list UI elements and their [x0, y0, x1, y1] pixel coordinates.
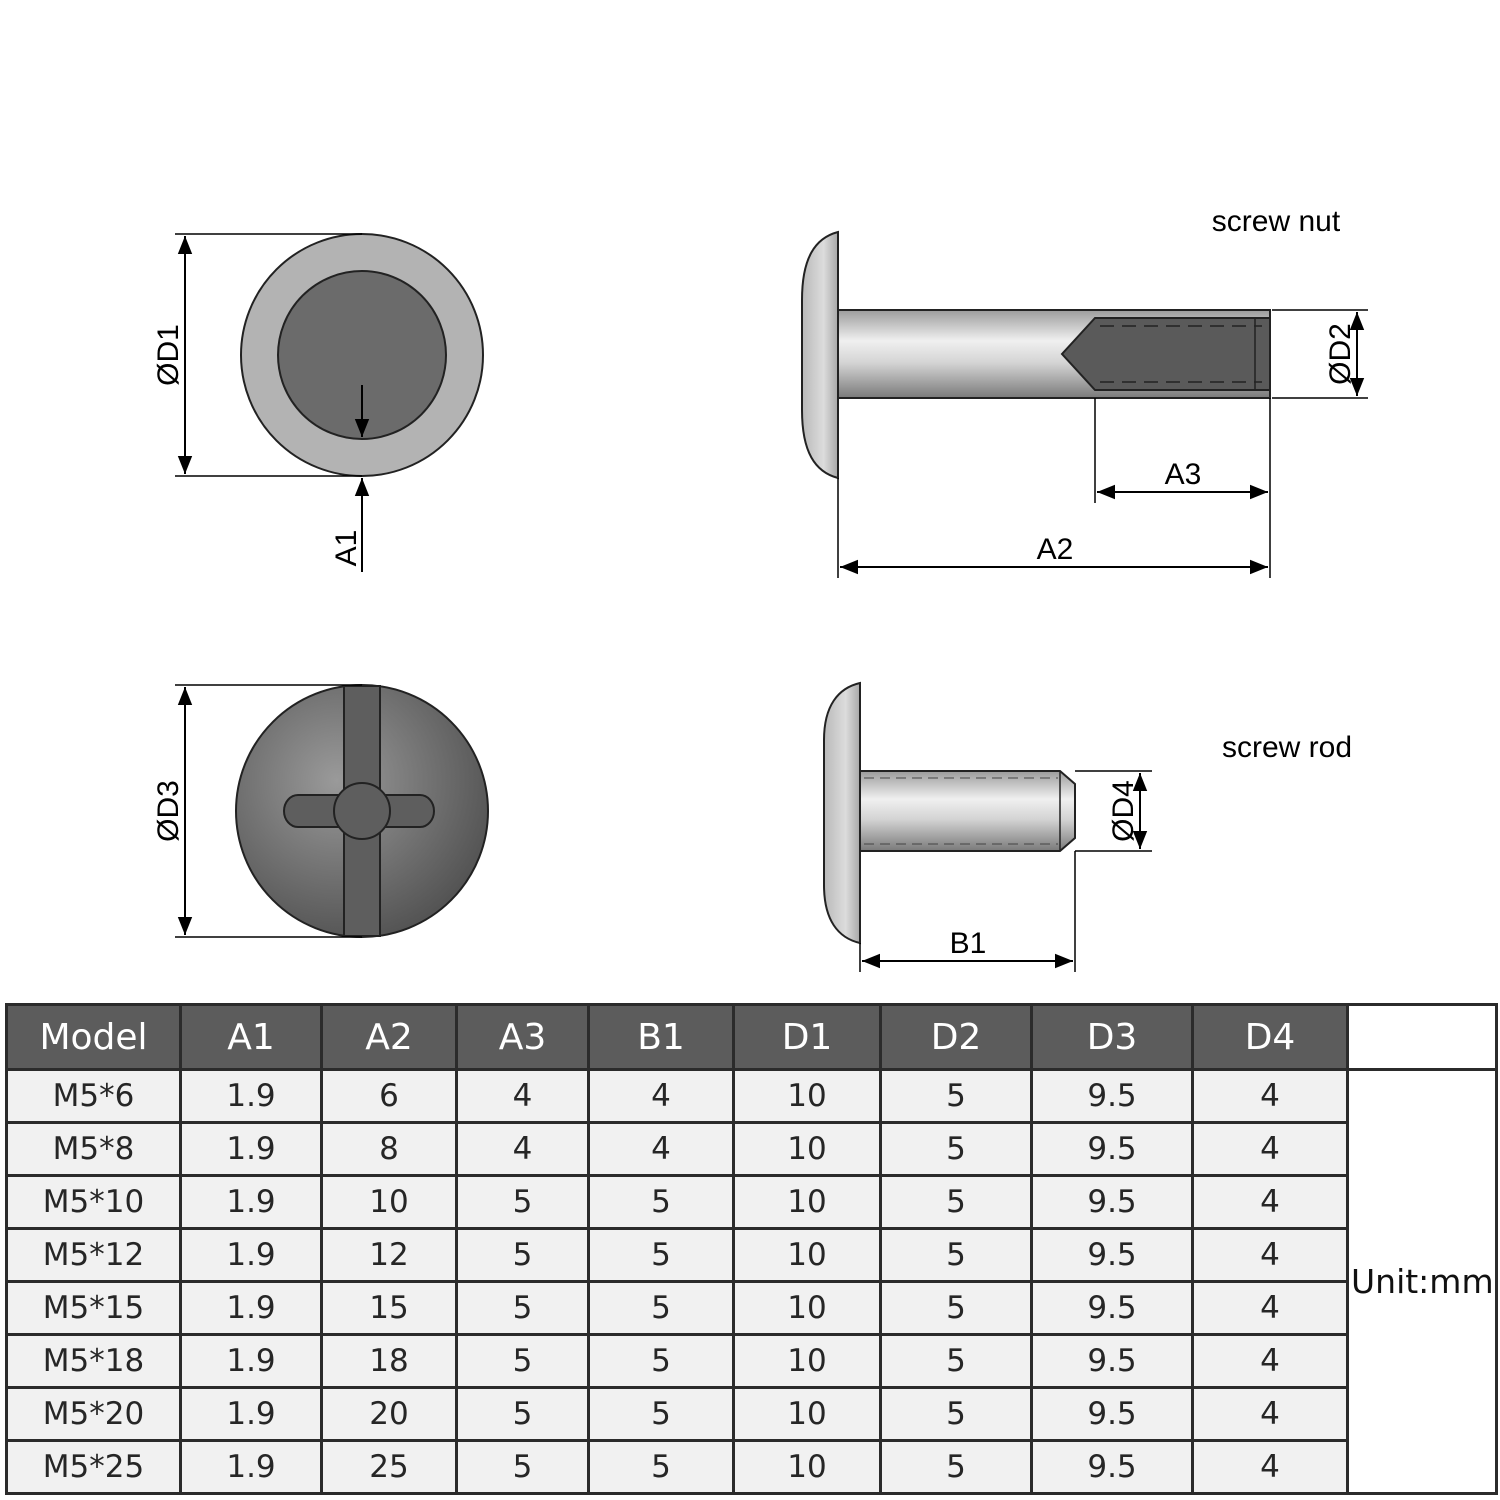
dim-d2-label: ØD2 [1324, 323, 1357, 385]
cell-a2: 25 [322, 1441, 457, 1494]
spec-table [5, 1003, 1498, 1495]
cell-d1: 10 [734, 1335, 881, 1388]
cell-model: M5*20 [7, 1388, 181, 1441]
cell-d4: 4 [1193, 1070, 1348, 1123]
dim-a1-label: A1 [330, 529, 363, 567]
cell-d3: 9.5 [1032, 1441, 1193, 1494]
cell-a1: 1.9 [181, 1388, 322, 1441]
cell-model: M5*10 [7, 1176, 181, 1229]
cell-d4: 4 [1193, 1335, 1348, 1388]
cell-a2: 18 [322, 1335, 457, 1388]
nut-side-view [802, 232, 1368, 578]
cell-a1: 1.9 [181, 1070, 322, 1123]
cell-a2: 15 [322, 1282, 457, 1335]
header-a3: A3 [457, 1005, 589, 1070]
screw-nut-label: screw nut [1211, 205, 1341, 238]
cell-a3: 4 [457, 1070, 589, 1123]
cell-d2: 5 [881, 1388, 1032, 1441]
header-a2: A2 [322, 1005, 457, 1070]
table-row [7, 1335, 1497, 1388]
cell-d4: 4 [1193, 1123, 1348, 1176]
cell-a1: 1.9 [181, 1441, 322, 1494]
cell-model: M5*15 [7, 1282, 181, 1335]
cell-a3: 5 [457, 1176, 589, 1229]
cell-b1: 5 [589, 1176, 734, 1229]
screw-rod-label: screw rod [1221, 731, 1353, 764]
table-header-row [7, 1005, 1497, 1070]
cell-a3: 5 [457, 1441, 589, 1494]
cell-a1: 1.9 [181, 1123, 322, 1176]
cell-d2: 5 [881, 1229, 1032, 1282]
header-d2: D2 [881, 1005, 1032, 1070]
cell-d4: 4 [1193, 1282, 1348, 1335]
header-d1: D1 [734, 1005, 881, 1070]
header-b1: B1 [589, 1005, 734, 1070]
cell-a2: 20 [322, 1388, 457, 1441]
cell-d3: 9.5 [1032, 1388, 1193, 1441]
cell-d2: 5 [881, 1123, 1032, 1176]
table-row [7, 1123, 1497, 1176]
cell-b1: 5 [589, 1441, 734, 1494]
cell-d4: 4 [1193, 1229, 1348, 1282]
cell-d1: 10 [734, 1282, 881, 1335]
cell-d2: 5 [881, 1335, 1032, 1388]
header-d4: D4 [1193, 1005, 1348, 1070]
table-row [7, 1388, 1497, 1441]
dim-a2-label: A2 [1036, 533, 1074, 566]
cell-model: M5*12 [7, 1229, 181, 1282]
cell-d1: 10 [734, 1176, 881, 1229]
cell-d3: 9.5 [1032, 1070, 1193, 1123]
cell-d2: 5 [881, 1441, 1032, 1494]
table-row [7, 1176, 1497, 1229]
cell-a3: 5 [457, 1388, 589, 1441]
cell-d3: 9.5 [1032, 1176, 1193, 1229]
table-row [7, 1229, 1497, 1282]
cell-model: M5*8 [7, 1123, 181, 1176]
cell-a2: 10 [322, 1176, 457, 1229]
rod-side-view [824, 683, 1152, 972]
cell-a1: 1.9 [181, 1229, 322, 1282]
cell-b1: 5 [589, 1388, 734, 1441]
cell-a2: 12 [322, 1229, 457, 1282]
cell-d2: 5 [881, 1176, 1032, 1229]
unit-header-blank [1348, 1005, 1497, 1070]
cell-d4: 4 [1193, 1176, 1348, 1229]
cell-a1: 1.9 [181, 1282, 322, 1335]
header-model: Model [7, 1005, 181, 1070]
cell-a2: 8 [322, 1123, 457, 1176]
cell-b1: 4 [589, 1123, 734, 1176]
cell-d2: 5 [881, 1282, 1032, 1335]
dim-a3-label: A3 [1164, 458, 1202, 491]
rod-end-view [152, 685, 488, 937]
cell-d4: 4 [1193, 1388, 1348, 1441]
cell-a2: 6 [322, 1070, 457, 1123]
cell-b1: 5 [589, 1335, 734, 1388]
unit-label: Unit:mm [1348, 1070, 1497, 1494]
cell-d4: 4 [1193, 1441, 1348, 1494]
cell-d3: 9.5 [1032, 1229, 1193, 1282]
cell-model: M5*18 [7, 1335, 181, 1388]
table-row [7, 1441, 1497, 1494]
table-row [7, 1070, 1497, 1123]
cell-d1: 10 [734, 1388, 881, 1441]
dim-d3-label: ØD3 [152, 780, 185, 842]
header-a1: A1 [181, 1005, 322, 1070]
cell-model: M5*25 [7, 1441, 181, 1494]
header-d3: D3 [1032, 1005, 1193, 1070]
cell-a1: 1.9 [181, 1176, 322, 1229]
cell-d1: 10 [734, 1441, 881, 1494]
dim-d4-label: ØD4 [1107, 780, 1140, 842]
cell-a3: 4 [457, 1123, 589, 1176]
cell-b1: 5 [589, 1229, 734, 1282]
table-row [7, 1282, 1497, 1335]
cell-d1: 10 [734, 1123, 881, 1176]
dim-d1-label: ØD1 [152, 324, 185, 386]
cell-d3: 9.5 [1032, 1282, 1193, 1335]
nut-end-view [152, 234, 483, 572]
cell-b1: 4 [589, 1070, 734, 1123]
cell-model: M5*6 [7, 1070, 181, 1123]
cell-d1: 10 [734, 1229, 881, 1282]
cell-a3: 5 [457, 1229, 589, 1282]
cell-d3: 9.5 [1032, 1335, 1193, 1388]
cell-d1: 10 [734, 1070, 881, 1123]
cell-a3: 5 [457, 1282, 589, 1335]
cell-a3: 5 [457, 1335, 589, 1388]
cell-a1: 1.9 [181, 1335, 322, 1388]
cell-d3: 9.5 [1032, 1123, 1193, 1176]
cell-b1: 5 [589, 1282, 734, 1335]
dim-b1-label: B1 [949, 927, 987, 960]
cell-d2: 5 [881, 1070, 1032, 1123]
